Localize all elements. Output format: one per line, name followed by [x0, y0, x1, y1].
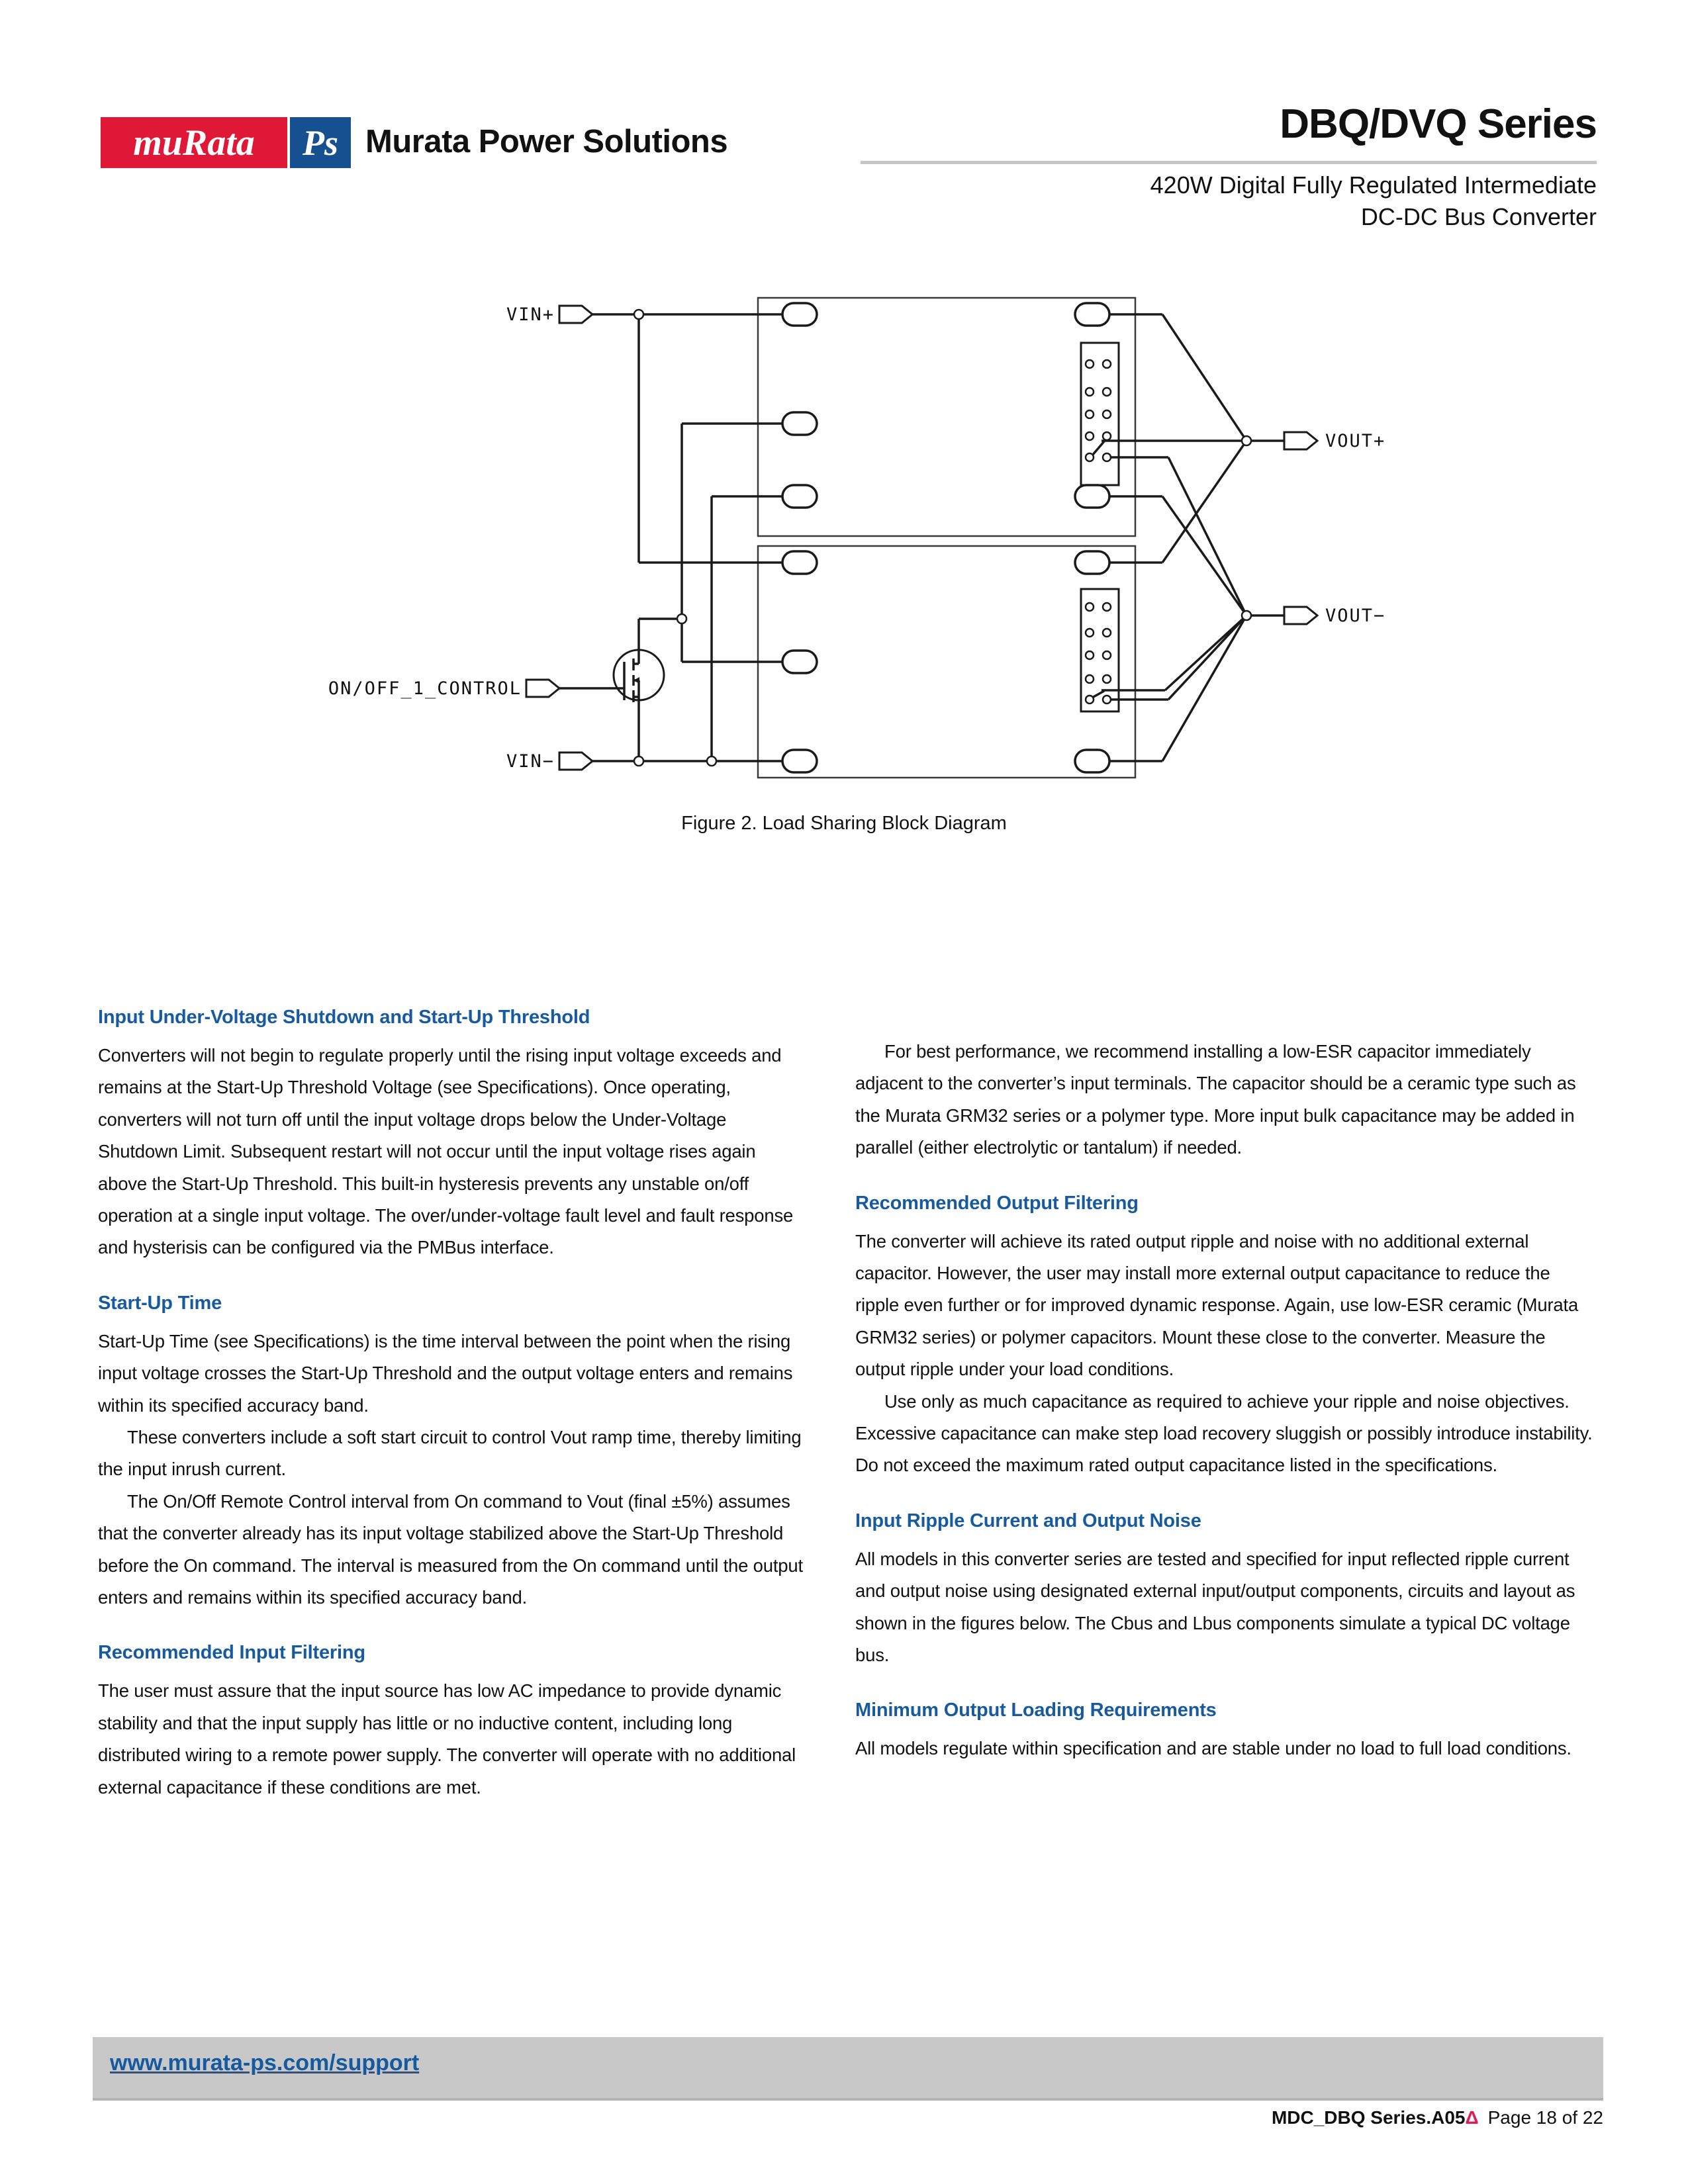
revision-delta-mark: Δ	[1465, 2107, 1479, 2128]
load-sharing-block-diagram	[172, 281, 1397, 797]
converter-2-block	[758, 546, 1135, 778]
converter-2-connector	[1081, 589, 1119, 711]
converter-1-connector	[1081, 343, 1119, 485]
document-number: MDC_DBQ Series.A05	[1271, 2107, 1466, 2128]
right-column	[855, 1001, 1595, 1788]
paragraph: Use only as much capacitance as required to achieve your ripple and noise objectives. Excessive capacitance can make step load recovery sluggish or possibly introduce instability. Do not exceed the maximum rated output capacitance listed in the specifications.	[855, 1390, 1593, 1476]
output-wiring	[1102, 314, 1284, 761]
section-heading: Minimum Output Loading Requirements	[855, 1700, 1217, 1721]
vout-minus-label: VOUT−	[1325, 606, 1386, 626]
murata-logo-text: muRata	[133, 122, 255, 163]
left-column	[98, 1001, 804, 1826]
subtitle-line-1: 420W Digital Fully Regulated Intermediate	[1150, 171, 1597, 199]
section-recommended-input-filtering	[98, 1636, 804, 1803]
vin-minus-label: VIN−	[506, 751, 555, 772]
section-heading: Input Ripple Current and Output Noise	[855, 1510, 1201, 1531]
section-recommended-output-filtering	[855, 1187, 1595, 1482]
company-name: Murata Power Solutions	[365, 124, 728, 159]
subtitle-line-2: DC-DC Bus Converter	[1360, 203, 1597, 230]
section-heading: Start-Up Time	[98, 1292, 222, 1314]
section-heading: Recommended Output Filtering	[855, 1192, 1139, 1214]
paragraph: All models regulate within specification and are stable under no load to full load conditions.	[855, 1738, 1571, 1759]
header-divider	[861, 161, 1597, 164]
section-minimum-output-loading	[855, 1694, 1595, 1764]
paragraph: The On/Off Remote Control interval from On command to Vout (final ±5%) assumes that the converter already has its input voltage stabilized above the Start-Up Threshold before the On command. The interval is measured from the On command until the output enters and remains within its specified accuracy band.	[98, 1490, 803, 1608]
vout-plus-label: VOUT+	[1325, 431, 1386, 451]
page-number: Page 18 of 22	[1487, 2107, 1603, 2128]
mosfet-icon	[559, 619, 682, 761]
footer-bar	[93, 2037, 1603, 2101]
junction-dots	[634, 310, 1251, 766]
murata-logo-ps-box	[290, 117, 351, 168]
section-heading: Input Under-Voltage Shutdown and Start-Up Threshold	[98, 1007, 590, 1028]
section-input-ripple-current	[855, 1504, 1595, 1672]
paragraph: All models in this converter series are tested and specified for input reflected ripple current and output noise using designated external input/output components, circuits and layout as shown in the figures below. The Cbus and Lbus components simulate a typical DC voltage bus.	[855, 1548, 1575, 1665]
figure-caption: Figure 2. Load Sharing Block Diagram	[681, 813, 1007, 834]
murata-logo-red-box	[101, 117, 287, 168]
paragraph: The converter will achieve its rated output ripple and noise with no additional external capacitor. However, the user may install more external output capacitance to reduce the ripple even further or for improved dynamic response. Again, use low-ESR ceramic (Murata GRM32 series) or polymer capacitors. Mount these close to the converter. Measure the output ripple under your load conditions.	[855, 1230, 1579, 1380]
footer-meta	[0, 2107, 1603, 2128]
paragraph: For best performance, we recommend installing a low-ESR capacitor immediately adjacent to the converter’s input terminals. The capacitor should be a ceramic type such as the Murata GRM32 series or a polymer type. More input bulk capacitance may be added in parallel (either electrolytic or tantalum) if needed.	[855, 1041, 1576, 1158]
paragraph: Converters will not begin to regulate properly until the rising input voltage exceeds and remains at the Start-Up Threshold Voltage (see Specifications). Once operating, converters will not turn off until the input voltage drops below the Under-Voltage Shutdown Limit. Subsequent restart will not occur until the input voltage rises again above the Start-Up Threshold. This built-in hysteresis prevents any unstable on/off operation at a single input voltage. The over/under-voltage fault level and fault response and hysterisis can be configured via the PMBus interface.	[98, 1045, 794, 1258]
paragraph: These converters include a soft start circuit to control Vout ramp time, thereby limiting the input inrush current.	[98, 1426, 802, 1480]
converter-1-block	[758, 298, 1135, 536]
on-off-control-label: ON/OFF_1_CONTROL	[328, 678, 522, 699]
section-input-filtering-continued	[855, 1001, 1595, 1164]
circuit-diagram-svg	[172, 281, 1397, 797]
page-title: DBQ/DVQ Series	[1280, 101, 1597, 147]
murata-logo-ps-text: Ps	[303, 122, 338, 163]
section-heading: Recommended Input Filtering	[98, 1642, 365, 1664]
paragraph: Start-Up Time (see Specifications) is the time interval between the point when the rising input voltage crosses the Start-Up Threshold and the output voltage enters and remains within its specified accuracy band.	[98, 1330, 793, 1416]
paragraph: The user must assure that the input source has low AC impedance to provide dynamic stability and that the input supply has little or no inductive content, including long distributed wiring to a remote power supply. The converter will operate with no additional external capacitance if these conditions are met.	[98, 1680, 796, 1797]
vin-plus-label: VIN+	[506, 304, 555, 325]
support-link[interactable]: www.murata-ps.com/support	[110, 2050, 420, 2075]
section-start-up-time	[98, 1287, 804, 1614]
section-input-under-voltage	[98, 1001, 804, 1264]
